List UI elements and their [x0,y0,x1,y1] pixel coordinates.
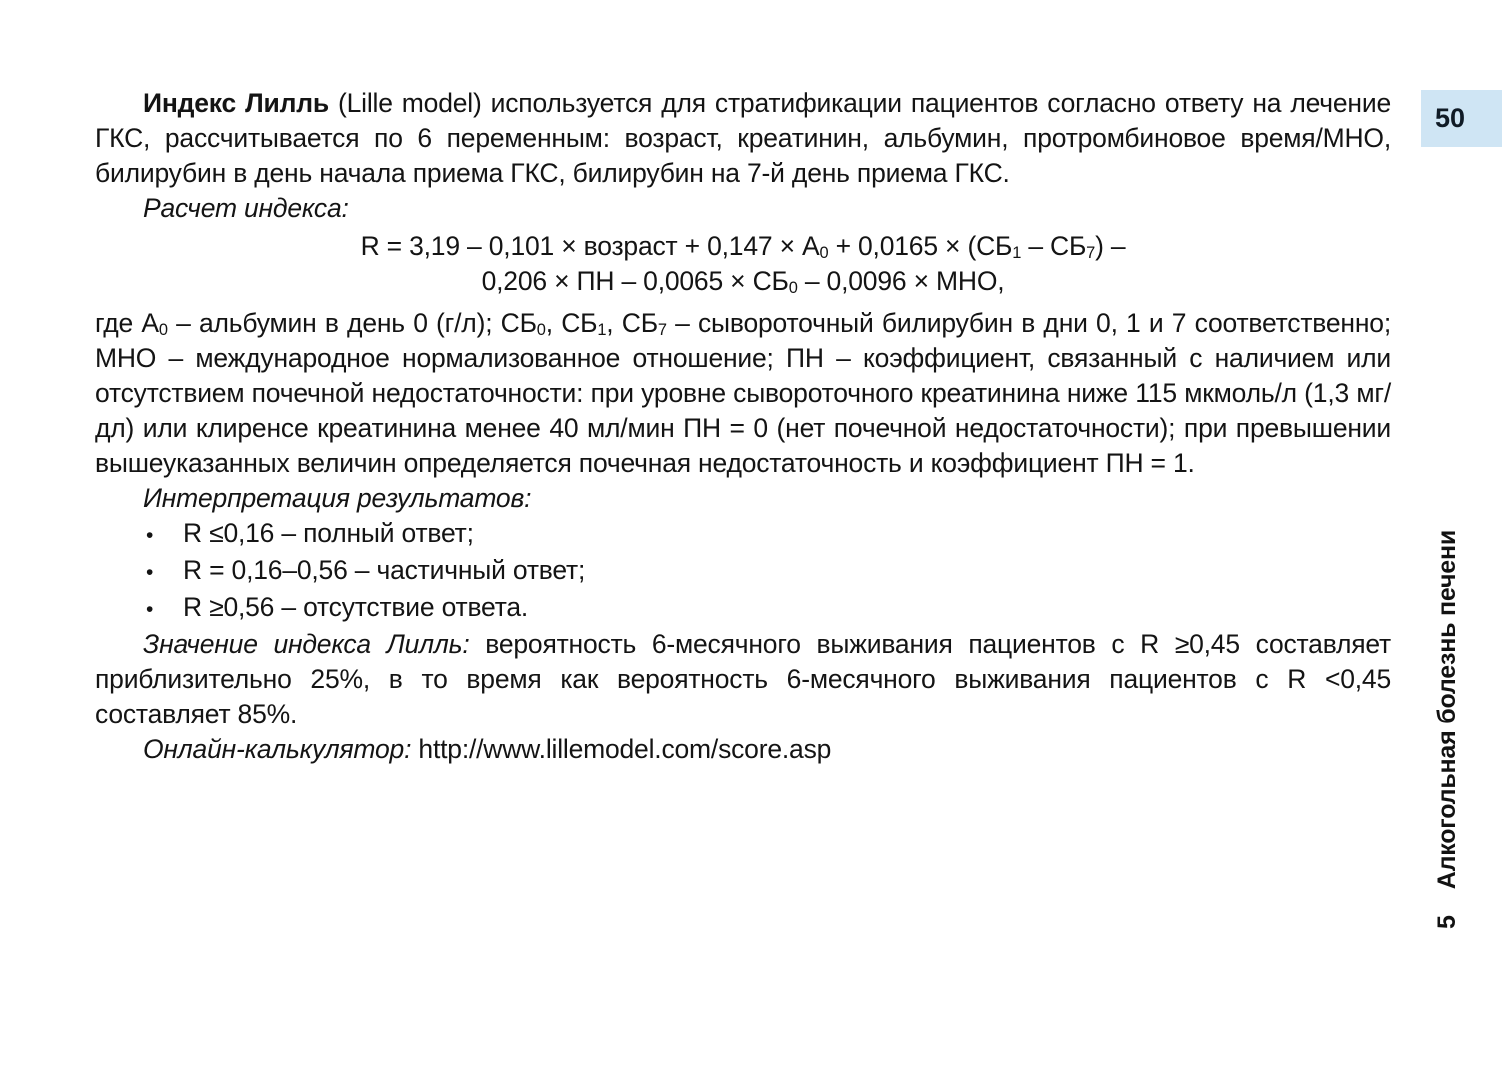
where-text: – альбумин в день 0 (г/л); СБ [167,308,537,338]
where-text: , СБ [606,308,658,338]
formula-text: – 0,0096 × МНО, [797,266,1005,296]
lille-formula [95,229,1391,299]
list-item-text: R = 0,16–0,56 – частичный ответ; [183,555,586,585]
value-text: вероятность 6-месячного выживания пациентов с R ≥0,45 составляет приблизительно 25%, в то время как вероятность 6-месячного выживания пациентов с R <0,45 составляет 85%. [95,629,1391,729]
paragraph-intro [95,86,1391,191]
bullet-icon: • [146,561,154,584]
online-lead-italic: Онлайн-калькулятор: [143,734,412,764]
page-number: 50 [1435,103,1466,133]
subscript: 7 [1086,243,1096,262]
where-text: , СБ [545,308,598,338]
page-content [95,86,1391,767]
formula-text: ) – [1095,231,1126,261]
interpretation-heading: Интерпретация результатов: [143,483,532,513]
subscript: 0 [788,278,798,297]
subscript: 0 [819,243,829,262]
subscript: 1 [1012,243,1022,262]
bullet-icon: • [146,524,154,547]
list-item [95,516,1391,553]
subscript: 0 [536,320,546,339]
where-text: – сывороточный билирубин в дни 0, 1 и 7 соответственно; МНО – международное нормализованное отношение; ПН – коэффициент, связанный с наличием или отсутствием почечной недостаточности: при уровне сывороточного креатинина ниже 115 мкмоль/л (1,3 мг/дл) или клиренсе креатинина менее 40 мл/мин ПН = 0 (нет почечной недостаточности); при превышении вышеуказанных величин определяется почечная недостаточность и коэффициент ПН = 1. [95,308,1391,478]
chapter-sidebar-tab [1433,499,1462,929]
paragraph-online-calculator [95,732,1391,767]
formula-line-2 [95,264,1391,299]
chapter-title: Алкогольная болезнь печени [1433,529,1461,890]
list-item [95,553,1391,590]
results-list [95,516,1391,627]
page-number-badge [1421,90,1502,147]
list-item [95,590,1391,627]
formula-text: + 0,0165 × (СБ [828,231,1013,261]
paragraph-where [95,306,1391,481]
chapter-number: 5 [1433,915,1461,929]
subscript: 1 [597,320,607,339]
formula-text: 0,206 × ПН – 0,0065 × СБ [481,266,789,296]
subscript: 0 [158,320,168,339]
formula-text: – СБ [1021,231,1087,261]
calc-heading: Расчет индекса: [143,193,349,223]
online-calculator-url: http://www.lillemodel.com/score.asp [411,734,832,764]
paragraph-value [95,627,1391,732]
list-item-text: R ≤0,16 – полный ответ; [183,518,474,548]
formula-line-1 [95,229,1391,264]
intro-text: (Lille model) используется для стратификации пациентов согласно ответу на лечение ГКС, рассчитывается по 6 переменным: возраст, креатинин, альбумин, протромбиновое время/МНО, билирубин в день начала приема ГКС, билирубин на 7-й день приема ГКС. [95,88,1391,188]
list-item-text: R ≥0,56 – отсутствие ответа. [183,592,529,622]
formula-text: R = 3,19 – 0,101 × возраст + 0,147 × А [360,231,820,261]
subscript: 7 [657,320,667,339]
value-lead-italic: Значение индекса Лилль: [143,629,470,659]
bullet-icon: • [146,598,154,621]
intro-lead-bold: Индекс Лилль [143,88,329,118]
where-text: где А [95,308,159,338]
